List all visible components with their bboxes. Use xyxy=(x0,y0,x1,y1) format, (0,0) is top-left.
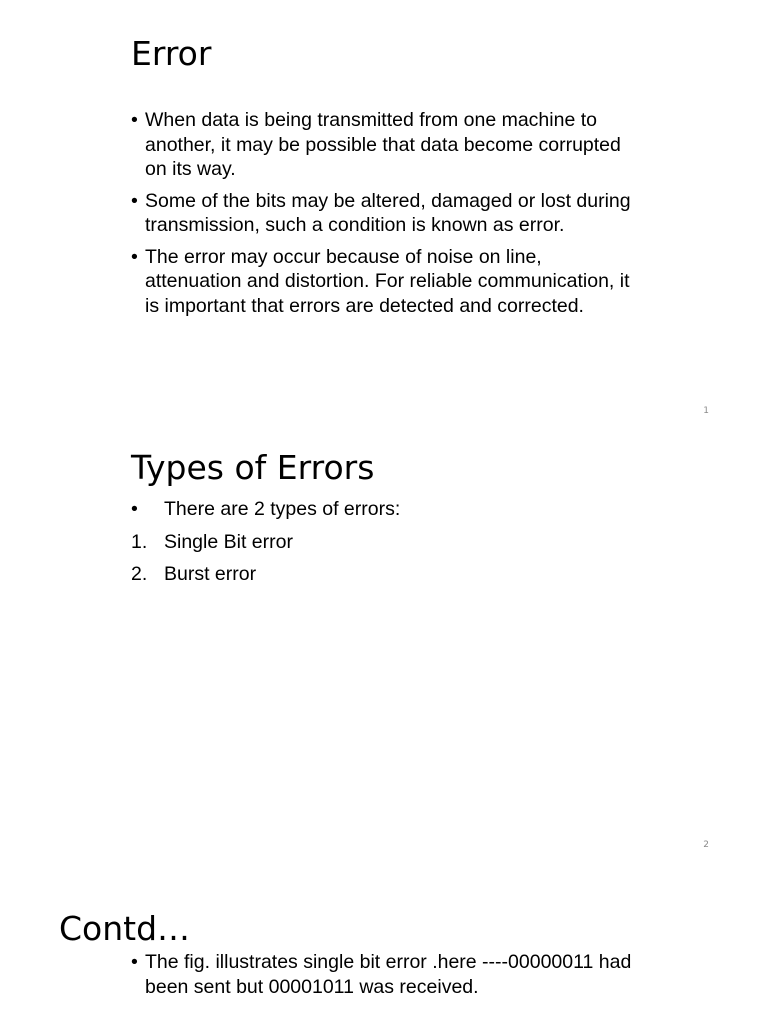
list-item-text: Burst error xyxy=(164,563,257,585)
slide-title: Error xyxy=(131,34,212,73)
list-marker: 1. xyxy=(131,530,148,553)
list-item xyxy=(131,562,400,587)
slide-title: Contd… xyxy=(59,909,191,948)
bullet-item: • The error may occur because of noise on line, attenuation and distortion. For reliable communication, it is important that errors are detected and corrected. xyxy=(131,245,641,319)
list-item-text: There are 2 types of errors: xyxy=(164,498,401,520)
page-number: 1 xyxy=(703,406,709,416)
slide-contd xyxy=(0,863,768,1024)
list-item xyxy=(131,530,400,555)
error-types-list xyxy=(131,497,400,595)
bullet-item: • The fig. illustrates single bit error .here ----00000011 had been sent but 00001011 was received. xyxy=(131,950,641,999)
list-item-text: Single Bit error xyxy=(164,530,293,553)
slide-types-of-errors xyxy=(0,430,768,863)
slide-error xyxy=(0,0,768,430)
bullet-list xyxy=(131,950,641,1006)
list-marker: 2. xyxy=(131,563,148,585)
page-number: 2 xyxy=(703,840,709,850)
list-item xyxy=(131,497,400,522)
list-marker: • xyxy=(131,498,138,520)
bullet-item: • When data is being transmitted from one machine to another, it may be possible that data become corrupted on its way. xyxy=(131,108,641,182)
bullet-list xyxy=(131,108,641,325)
slide-title: Types of Errors xyxy=(131,448,375,487)
bullet-item: • Some of the bits may be altered, damaged or lost during transmission, such a condition is known as error. xyxy=(131,189,641,238)
